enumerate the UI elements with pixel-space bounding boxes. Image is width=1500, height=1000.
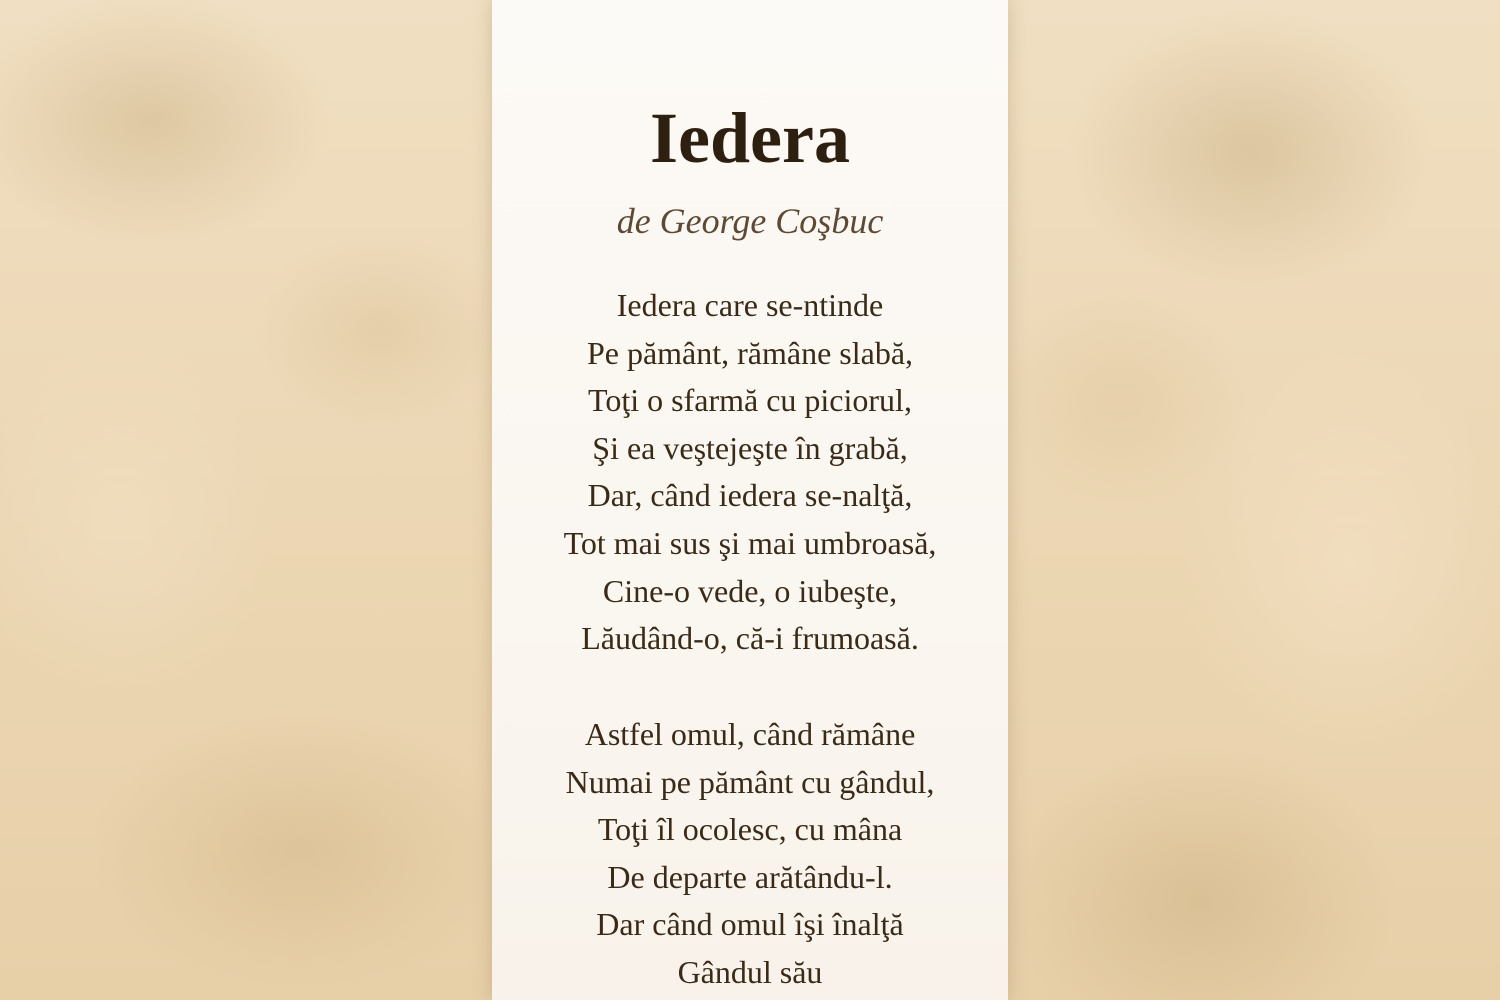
poem-page [492, 0, 1008, 1000]
verse-line: Dar, când iedera se-nalţă, [587, 477, 913, 514]
verse-line: Gândul său [677, 953, 823, 990]
verse-line: Toţi îl ocolesc, cu mâna [597, 811, 903, 848]
verse-line: Dar când omul îşi înalţă [596, 906, 904, 943]
verse-line: De departe arătându-l. [607, 858, 893, 895]
stanza-1 [492, 282, 1008, 663]
verse-line: Toţi o sfarmă cu piciorul, [588, 382, 912, 419]
verse-line: Lăudând-o, că-i frumoasă. [581, 620, 919, 657]
verse-line: Cine-o vede, o iubeşte, [602, 572, 898, 609]
verse-line: Tot mai sus şi mai umbroasă, [563, 524, 937, 561]
verse-line: Pe pământ, rămâne slabă, [586, 334, 914, 371]
verse-line: Şi ea veştejeşte în grabă, [592, 429, 908, 466]
verse-line: Iedera care se-ntinde [616, 287, 884, 323]
verse-line: Numai pe pământ cu gândul, [565, 763, 935, 800]
stanza-2 [492, 711, 1008, 997]
poem-title: Iedera [650, 98, 850, 178]
poem-author: de George Coşbuc [616, 201, 884, 241]
verse-line: Astfel omul, când rămâne [584, 716, 916, 752]
